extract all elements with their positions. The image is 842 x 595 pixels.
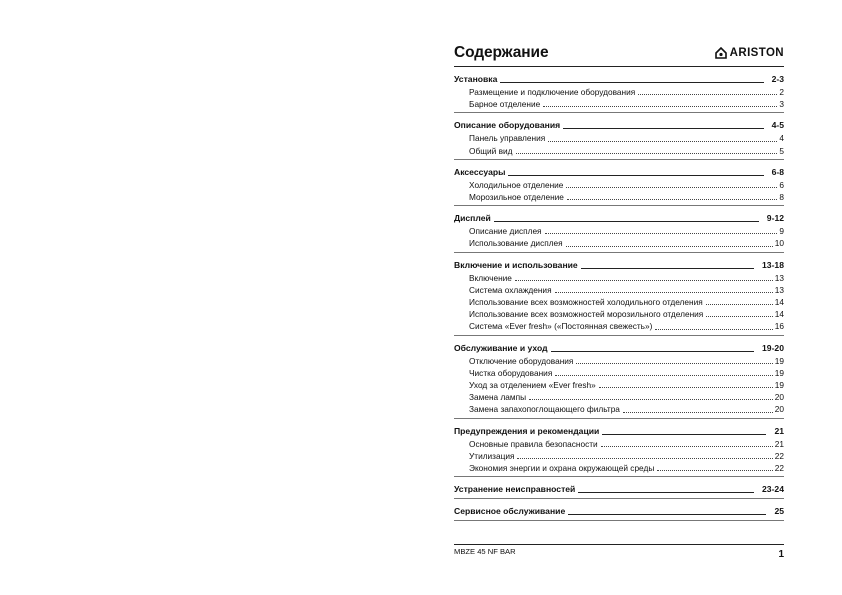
toc-section [454,212,784,252]
toc-entry-page: 2 [779,87,784,97]
toc-entry-label: Барное отделение [469,99,541,110]
toc-entry[interactable] [454,462,784,474]
toc-entry[interactable] [454,237,784,249]
toc-section-heading-label: Обслуживание и уход [454,342,548,353]
toc-section-heading[interactable] [454,119,784,132]
leader-line [563,128,763,129]
leader-line [517,458,772,459]
toc-section-heading-label: Устранение неисправностей [454,484,576,495]
toc-entry-label: Морозильное отделение [469,192,564,203]
toc-entry[interactable] [454,391,784,403]
toc-section-heading-label: Установка [454,74,498,84]
model-name: MBZE 45 NF BAR [454,547,516,556]
toc-entry[interactable] [454,179,784,191]
ariston-house-icon [715,47,727,59]
leader-line [578,492,754,493]
toc-entry-page: 3 [779,99,784,110]
toc-section [454,259,784,336]
toc-entry[interactable] [454,191,784,203]
leader-line [516,153,778,154]
toc-section-heading-page: 9-12 [766,213,784,224]
toc-entry-label: Основные правила безопасности [469,438,598,449]
page-title: Содержание [454,44,549,61]
toc-entry-page: 14 [774,297,784,308]
toc-entry-page: 20 [774,404,784,415]
toc-section-heading-label: Аксессуары [454,166,506,177]
toc-section [454,425,784,478]
toc-entry-label: Отключение оборудования [469,355,574,366]
toc-entry-page: 14 [774,309,784,320]
toc-section-heading-label: Описание оборудования [454,120,561,131]
leader-line [555,292,773,293]
toc-section-heading[interactable] [454,342,784,355]
leader-line [567,199,777,200]
table-of-contents [454,73,784,527]
leader-line [566,246,773,247]
toc-section [454,73,784,113]
toc-entry-label: Замена запахопоглощающего фильтра [469,404,620,415]
toc-section [454,342,784,419]
toc-section-heading-label: Дисплей [454,213,491,224]
toc-section-heading-page: 4-5 [771,120,784,131]
toc-section-heading[interactable] [454,166,784,179]
toc-section [454,119,784,159]
toc-section-heading-page: 6-8 [771,166,784,177]
toc-entry[interactable] [454,320,784,332]
page-number: 1 [778,549,784,560]
toc-entry-page: 22 [774,450,784,461]
leader-line [543,106,777,107]
toc-entry-page: 19 [774,367,784,378]
toc-entry-label: Общий вид [469,145,513,156]
toc-entry-label: Холодильное отделение [469,179,564,190]
leader-line [548,141,777,142]
toc-section [454,483,784,499]
toc-section-heading-label: Сервисное обслуживание [454,506,566,517]
leader-line [655,329,772,330]
leader-line [601,446,773,447]
toc-entry-page: 6 [779,179,784,190]
toc-entry-label: Описание дисплея [469,226,542,237]
toc-entry[interactable] [454,86,784,98]
toc-entry[interactable] [454,450,784,462]
leader-line [706,304,773,305]
toc-entry[interactable] [454,403,784,415]
toc-entry-label: Замена лампы [469,392,527,403]
toc-entry[interactable] [454,367,784,379]
toc-entry[interactable] [454,132,784,144]
toc-entry-page: 22 [774,463,784,474]
toc-section-heading[interactable] [454,212,784,225]
toc-entry-label: Размещение и подключение оборудования [469,87,636,97]
toc-entry-label: Система охлаждения [469,284,552,295]
leader-line [545,233,778,234]
toc-section-heading[interactable] [454,505,784,518]
toc-entry-label: Включение [469,272,512,283]
toc-section-heading-page: 25 [774,506,784,517]
toc-section [454,505,784,521]
leader-line [638,94,777,95]
toc-entry[interactable] [454,379,784,391]
toc-entry-label: Панель управления [469,133,546,144]
leader-line [494,221,759,222]
toc-section [454,166,784,206]
leader-line [555,375,772,376]
toc-section-heading[interactable] [454,259,784,272]
leader-line [602,434,766,435]
toc-entry-page: 19 [774,380,784,391]
brand-name: ARISTON [729,47,784,59]
toc-entry[interactable] [454,308,784,320]
leader-line [599,387,773,388]
toc-entry-label: Утилизация [469,450,515,461]
leader-line [508,175,763,176]
leader-line [551,351,754,352]
toc-entry-page: 13 [774,284,784,295]
leader-line [581,268,754,269]
leader-line [568,514,766,515]
brand-logo [715,47,784,59]
toc-section-heading-page: 21 [774,425,784,436]
toc-entry-label: Уход за отделением «Ever fresh» [469,380,596,391]
toc-entry[interactable] [454,145,784,157]
toc-entry-page: 9 [779,226,784,237]
toc-entry[interactable] [454,438,784,450]
toc-entry-label: Использование всех возможностей морозильного отделения [469,309,704,320]
toc-section-heading-page: 13-18 [762,259,784,270]
header-rule [454,66,784,67]
toc-entry[interactable] [454,284,784,296]
toc-entry-page: 20 [774,392,784,403]
toc-section-heading[interactable] [454,425,784,438]
toc-entry-page: 16 [774,321,784,332]
toc-section-heading[interactable] [454,73,784,86]
toc-entry[interactable] [454,225,784,237]
toc-entry-label: Экономия энергии и охрана окружающей среды [469,463,655,474]
toc-entry-page: 5 [779,145,784,156]
toc-entry-label: Система «Ever fresh» («Постоянная свежесть») [469,321,653,332]
toc-section-heading[interactable] [454,483,784,496]
toc-entry-page: 13 [774,272,784,283]
leader-line [529,399,773,400]
toc-section-heading-page: 23-24 [762,484,784,495]
toc-section-heading-label: Предупреждения и рекомендации [454,425,600,436]
leader-line [657,470,772,471]
toc-section-heading-label: Включение и использование [454,259,578,270]
toc-entry-page: 4 [779,133,784,144]
leader-line [576,363,772,364]
toc-entry[interactable] [454,98,784,110]
toc-entry-label: Использование всех возможностей холодильного отделения [469,297,703,308]
toc-entry-page: 8 [779,192,784,203]
toc-section-heading-page: 19-20 [762,342,784,353]
toc-section-heading-page: 2-3 [771,74,784,84]
toc-entry-label: Использование дисплея [469,238,563,249]
toc-entry-label: Чистка оборудования [469,367,553,378]
leader-line [500,82,763,83]
toc-entry-page: 10 [774,238,784,249]
footer-rule [454,544,784,545]
leader-line [706,316,772,317]
toc-entry[interactable] [454,355,784,367]
toc-entry[interactable] [454,272,784,284]
leader-line [566,187,777,188]
toc-entry-page: 21 [774,438,784,449]
toc-entry-page: 19 [774,355,784,366]
leader-line [623,412,773,413]
toc-entry[interactable] [454,296,784,308]
leader-line [515,280,773,281]
